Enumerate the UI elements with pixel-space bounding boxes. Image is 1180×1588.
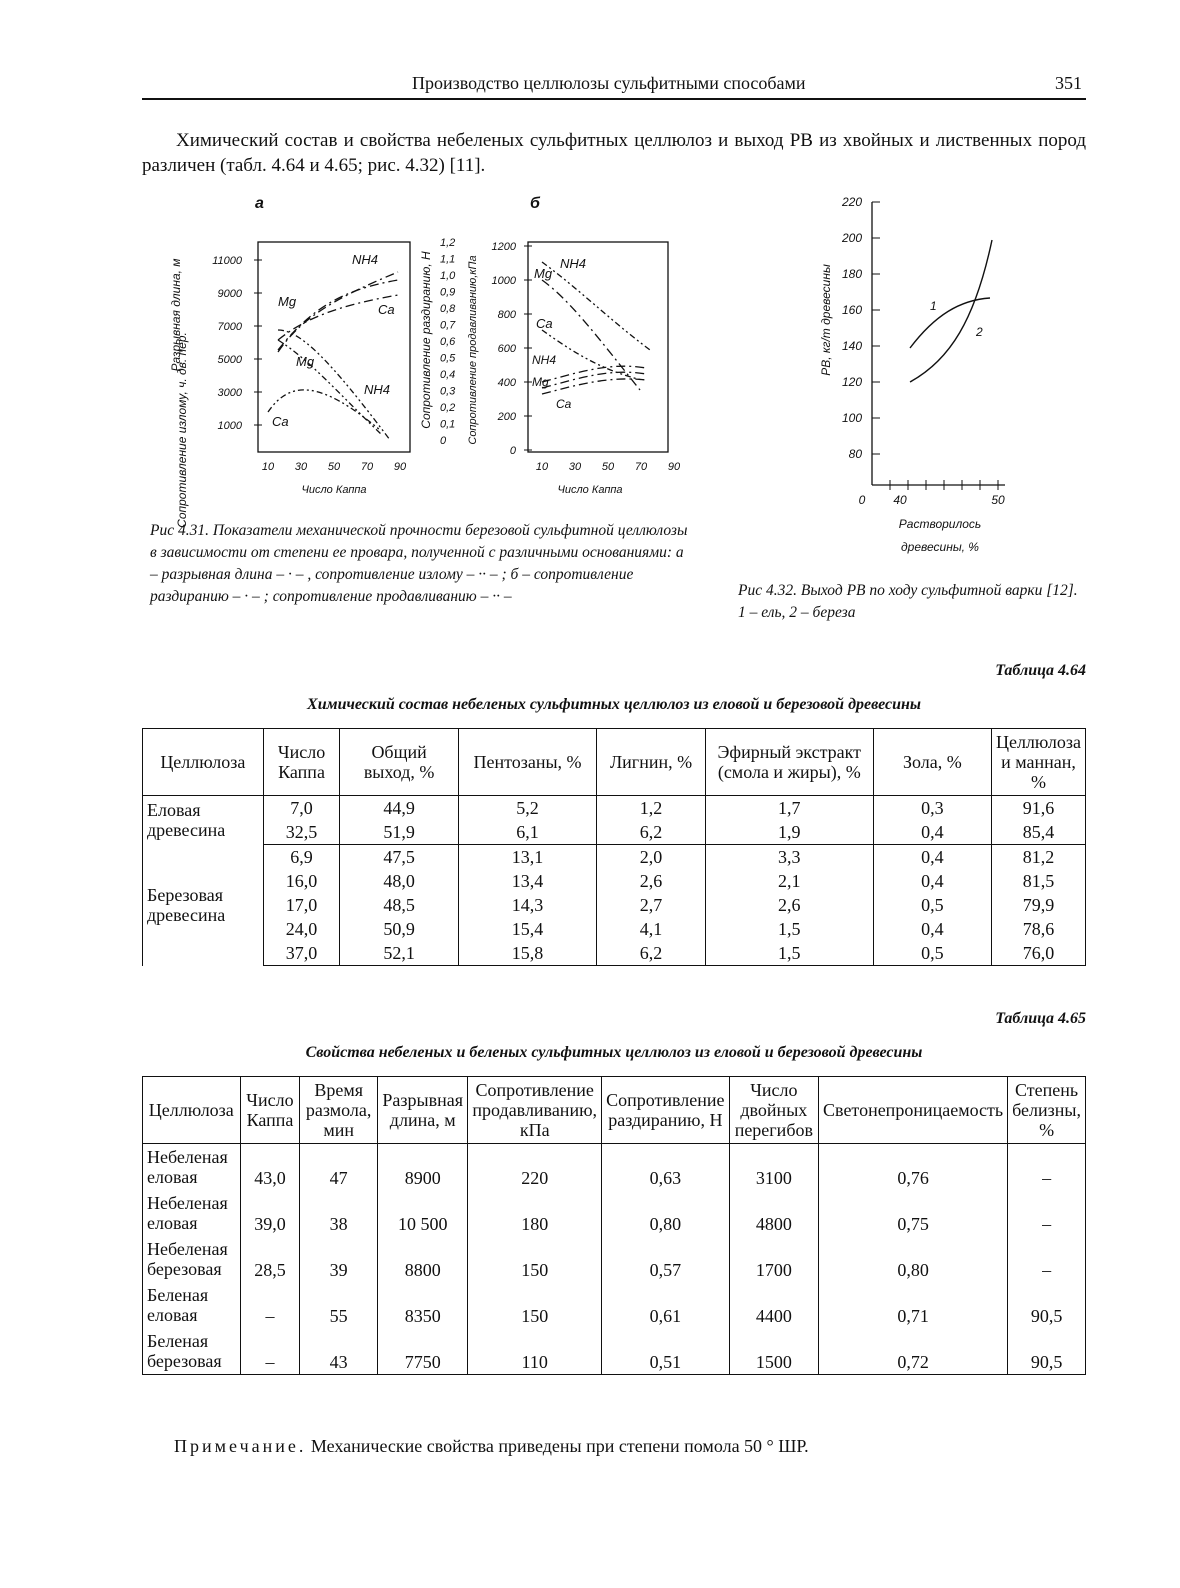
axis-tick-label: 10 [261,461,275,473]
table-cell: – [1008,1190,1086,1236]
curve-mg-burst [542,262,650,350]
axis-tick-label: 90 [393,461,407,473]
table-cell: 0,4 [873,820,991,845]
table-cell: 14,3 [458,893,597,917]
table-row [143,941,1086,966]
fig431-panel-a [169,195,456,528]
table-cell: 47 [300,1144,378,1191]
table-cell: 0,61 [602,1282,730,1328]
table-row [143,820,1086,845]
table-cell: – [240,1328,300,1375]
table-cell: 0,71 [819,1282,1008,1328]
label-mg-b-bottom: Mg [532,375,549,389]
axis-tick-label: 90 [667,461,681,473]
fig432 [819,195,1005,531]
axis-tick-label: 5000 [217,354,242,366]
label-ca-a-top: Ca [378,302,395,317]
header-rule [142,98,1086,100]
table-cell: – [240,1282,300,1328]
table-cell: 0,51 [602,1328,730,1375]
table-row [143,869,1086,893]
table-cell: 4400 [729,1282,818,1328]
table-4-64-title: Химический состав небеленых сульфитных целлюлоз из еловой и березовой древесины [307,696,921,713]
label-ca-b-bottom: Ca [556,397,572,411]
panel-b-axis-title-burst: Сопротивление продавливанию,кПа [467,255,479,445]
table-4-64-label: Таблица 4.64 [995,662,1086,679]
table-cell: 4,1 [597,917,706,941]
axis-tick-label: 0,9 [440,286,456,299]
table-cell: 48,5 [340,893,458,917]
page-number: 351 [1055,73,1082,93]
label-ca-a-bottom: Ca [272,414,289,429]
table-cell: – [1008,1236,1086,1282]
table-cell: 1,7 [705,796,873,821]
row-group-name: Еловая древесина [143,796,264,845]
axis-tick-label: 10 [535,461,549,473]
t65-header-tear: Сопротивление раздиранию, Н [602,1077,730,1144]
panel-a-x-label: Число Каппа [301,484,367,496]
t65-header-cellulose: Целлюлоза [143,1077,241,1144]
axis-tick-label: 600 [497,343,516,355]
label-mg-a-top: Mg [278,294,297,309]
table-row [143,917,1086,941]
fig432-caption: Рис 4.32. Выход РВ по ходу сульфитной варки [12]. 1 – ель, 2 – береза [738,582,1078,621]
figures-4-31-4-32 [150,190,1040,531]
table-cell: 15,8 [458,941,597,966]
panel-a-axis-title-tear: Сопротивление раздиранию, Н [419,251,433,429]
table-cell: – [1008,1144,1086,1191]
table-cell: 5,2 [458,796,597,821]
table-cell: 44,9 [340,796,458,821]
axis-tick-label: 1,2 [440,237,456,249]
axis-tick-label: 400 [497,377,516,389]
table-cell: 2,1 [705,869,873,893]
table-cell: 0,80 [819,1236,1008,1282]
t65-header-brightness: Степень белизны, % [1008,1077,1086,1144]
table-cell: 150 [468,1236,602,1282]
table-cell: 150 [468,1282,602,1328]
table-cell: 43,0 [240,1144,300,1191]
table-cell: 2,0 [597,845,706,870]
axis-tick-label: 30 [568,461,582,473]
table-cell: 2,6 [597,869,706,893]
table-cell: 39 [300,1236,378,1282]
fig432-x-label-2: древесины, % [901,540,979,554]
curve-2-birch [910,240,992,382]
axis-tick-label: 0,8 [440,303,456,315]
table-note [174,1436,809,1457]
axis-tick-label: 200 [497,411,516,423]
label-mg-a-bottom: Mg [296,354,315,369]
axis-tick-label: 120 [841,375,862,389]
table-row [143,1190,1086,1236]
table-cell: 52,1 [340,941,458,966]
note-text: Механические свойства приведены при степени помола 50 ° ШР. [310,1436,809,1456]
curve-ca-tear [542,379,646,394]
table-cell: 0,80 [602,1190,730,1236]
table-cell: 24,0 [263,917,340,941]
t64-header-extract: Эфирный экстракт (смола и жиры), % [705,729,873,796]
table-cell: 1,2 [597,796,706,821]
axis-tick-label: 40 [893,493,907,507]
t65-header-burst: Сопротивление продавливанию, кПа [468,1077,602,1144]
label-nh4-a-bottom: NH4 [364,382,391,397]
axis-tick-label: 0,1 [440,418,456,431]
axis-tick-label: 50 [991,493,1005,507]
table-row [143,1282,1086,1328]
table-cell: 0,72 [819,1328,1008,1375]
panel-a-label: а [255,195,264,212]
table-cell: 0,63 [602,1144,730,1191]
table-cell: 0,4 [873,869,991,893]
t64-header-pentosans: Пентозаны, % [458,729,597,796]
table-cell: 81,2 [991,845,1085,870]
table-cell: 28,5 [240,1236,300,1282]
axis-tick-label: 7000 [217,321,242,333]
curve-mg-tear [542,372,646,388]
row-name: Небеленая березовая [143,1236,241,1282]
t65-header-double-folds: Число двойных перегибов [729,1077,818,1144]
table-row [143,1144,1086,1191]
axis-tick-label: 140 [841,339,862,353]
label-nh4-b-bottom: NH4 [532,353,557,367]
table-cell: 3,3 [705,845,873,870]
t64-header-kappa: Число Каппа [263,729,340,796]
axis-tick-label: 70 [634,461,648,473]
row-name: Беленая березовая [143,1328,241,1375]
table-cell: 48,0 [340,869,458,893]
table-cell: 0,76 [819,1144,1008,1191]
table-cell: 6,1 [458,820,597,845]
table-cell: 2,7 [597,893,706,917]
table-cell: 6,9 [263,845,340,870]
table-cell: 16,0 [263,869,340,893]
curve-ca-burst [542,330,642,380]
axis-tick-label: 50 [327,461,341,473]
table-cell: 90,5 [1008,1328,1086,1375]
t64-header-lignin: Лигнин, % [597,729,706,796]
table-row [143,893,1086,917]
table-row [143,1236,1086,1282]
table-cell: 180 [468,1190,602,1236]
table-4-65 [142,1076,1086,1375]
axis-tick-label: 0 [440,435,447,447]
table-cell: 7,0 [263,796,340,821]
table-cell: 0,5 [873,941,991,966]
table-cell: 10 500 [377,1190,467,1236]
label-nh4-a-top: NH4 [352,252,379,267]
table-cell: 15,4 [458,917,597,941]
table-cell: 0,5 [873,893,991,917]
t65-header-beating-time: Время размола, мин [300,1077,378,1144]
label-mg-b-top: Mg [534,266,553,281]
table-cell: 8800 [377,1236,467,1282]
t64-header-ash: Зола, % [873,729,991,796]
row-name: Небеленая еловая [143,1190,241,1236]
table-cell: 2,6 [705,893,873,917]
axis-tick-label: 100 [841,411,862,425]
axis-tick-label: 180 [841,267,862,281]
table-row [143,796,1086,821]
fig432-x-label-1: Растворилось [898,517,982,531]
axis-tick-label: 1000 [491,275,516,287]
table-cell: 8350 [377,1282,467,1328]
table-cell: 0,75 [819,1190,1008,1236]
table-cell: 91,6 [991,796,1085,821]
table-cell: 1,9 [705,820,873,845]
table-cell: 78,6 [991,917,1085,941]
curve-1-spruce [910,298,990,348]
table-cell: 1,5 [705,917,873,941]
table-cell: 6,2 [597,820,706,845]
label-ca-b-top: Ca [536,316,553,331]
axis-tick-label: 800 [497,309,516,321]
axis-tick-label: 160 [841,303,862,317]
axis-tick-label: 70 [360,461,374,473]
curve-nh4-burst [542,280,640,390]
axis-tick-label: 0,5 [440,352,456,365]
axis-tick-label: 3000 [217,387,242,399]
t65-header-breaking-length: Разрывная длина, м [377,1077,467,1144]
table-cell: 51,9 [340,820,458,845]
table-cell: 0,4 [873,917,991,941]
t65-header-opacity: Светонепроницаемость [819,1077,1008,1144]
axis-tick-label: 0,4 [440,369,456,381]
panel-b-label: б [530,195,540,212]
fig432-curve-label-1: 1 [930,299,937,313]
table-cell: 1700 [729,1236,818,1282]
row-name: Беленая еловая [143,1282,241,1328]
table-cell: 79,9 [991,893,1085,917]
panel-a-axis-title-breaking-length: Разрывная длина, м [169,258,183,372]
table-cell: 85,4 [991,820,1085,845]
table-cell: 37,0 [263,941,340,966]
axis-tick-label: 0,3 [440,385,456,398]
table-cell: 47,5 [340,845,458,870]
table-cell: 32,5 [263,820,340,845]
table-cell: 7750 [377,1328,467,1375]
table-cell: 0,57 [602,1236,730,1282]
table-cell: 50,9 [340,917,458,941]
axis-tick-label: 0,7 [440,319,456,332]
table-cell: 43 [300,1328,378,1375]
table-cell: 6,2 [597,941,706,966]
table-cell: 81,5 [991,869,1085,893]
axis-tick-label: 1000 [217,420,242,432]
axis-tick-label: 0,6 [440,336,456,348]
running-header-title: Производство целлюлозы сульфитными способами [412,73,806,93]
t65-header-kappa: Число Каппа [240,1077,300,1144]
axis-tick-label: 200 [841,231,862,245]
table-cell: 0,3 [873,796,991,821]
axis-tick-label: 11000 [212,255,242,267]
table-row [143,845,1086,870]
table-cell: 8900 [377,1144,467,1191]
axis-tick-label: 0 [858,493,866,507]
table-cell: 110 [468,1328,602,1375]
table-cell: 13,4 [458,869,597,893]
axis-tick-label: 1,0 [440,270,456,282]
axis-tick-label: 1200 [491,241,516,253]
table-cell: 1500 [729,1328,818,1375]
table-4-65-title: Свойства небеленых и беленых сульфитных целлюлоз из еловой и березовой древесины [305,1044,923,1061]
table-cell: 4800 [729,1190,818,1236]
table-cell: 0,4 [873,845,991,870]
fig432-y-title: РВ, кг/т древесины [819,264,833,376]
table-cell: 220 [468,1144,602,1191]
axis-tick-label: 0,2 [440,402,456,414]
axis-tick-label: 0 [509,445,516,457]
table-cell: 1,5 [705,941,873,966]
axis-tick-label: 30 [294,461,308,473]
table-4-65-label: Таблица 4.65 [995,1010,1086,1027]
table-cell: 55 [300,1282,378,1328]
table-cell: 90,5 [1008,1282,1086,1328]
note-label: Примечание. [174,1436,307,1456]
panel-a-axis-title-fold: Сопротивление излому, ч. дв. пер. [175,332,189,528]
axis-tick-label: 220 [841,195,862,209]
table-row [143,1328,1086,1375]
table-cell: 76,0 [991,941,1085,966]
table-4-64 [142,728,1086,966]
fig431-panel-b [467,195,681,496]
table-cell: 39,0 [240,1190,300,1236]
table-cell: 17,0 [263,893,340,917]
axis-tick-label: 80 [848,447,862,461]
t64-header-yield: Общий выход, % [340,729,458,796]
panel-b-x-label: Число Каппа [557,484,623,496]
t64-header-cellulose: Целлюлоза [143,729,264,796]
table-cell: 38 [300,1190,378,1236]
axis-tick-label: 9000 [217,288,242,300]
fig431-caption: Рис 4.31. Показатели механической прочности березовой сульфитной целлюлозы в зависимости от степени ее провара, полученной с различными основаниями: а – разрывная длина – · – , сопротивление излому – ·· – ; б – сопротивление раздиранию – · – ; сопротивление продавливанию – ·· – [150,522,688,605]
intro-paragraph: Химический состав и свойства небеленых сульфитных целлюлоз и выход РВ из хвойных и лиственных пород различен (табл. 4.64 и 4.65; рис. 4.32) [11]. [142,130,1086,176]
fig432-curve-label-2: 2 [976,325,983,339]
axis-tick-label: 50 [601,461,615,473]
table-cell: 13,1 [458,845,597,870]
table-cell: 3100 [729,1144,818,1191]
row-group-name: Березовая древесина [143,845,264,966]
axis-tick-label: 1,1 [440,253,456,266]
row-name: Небеленая еловая [143,1144,241,1191]
label-nh4-b-top: NH4 [560,256,587,271]
t64-header-cellulose-mannan: Целлюлоза и маннан, % [991,729,1085,796]
